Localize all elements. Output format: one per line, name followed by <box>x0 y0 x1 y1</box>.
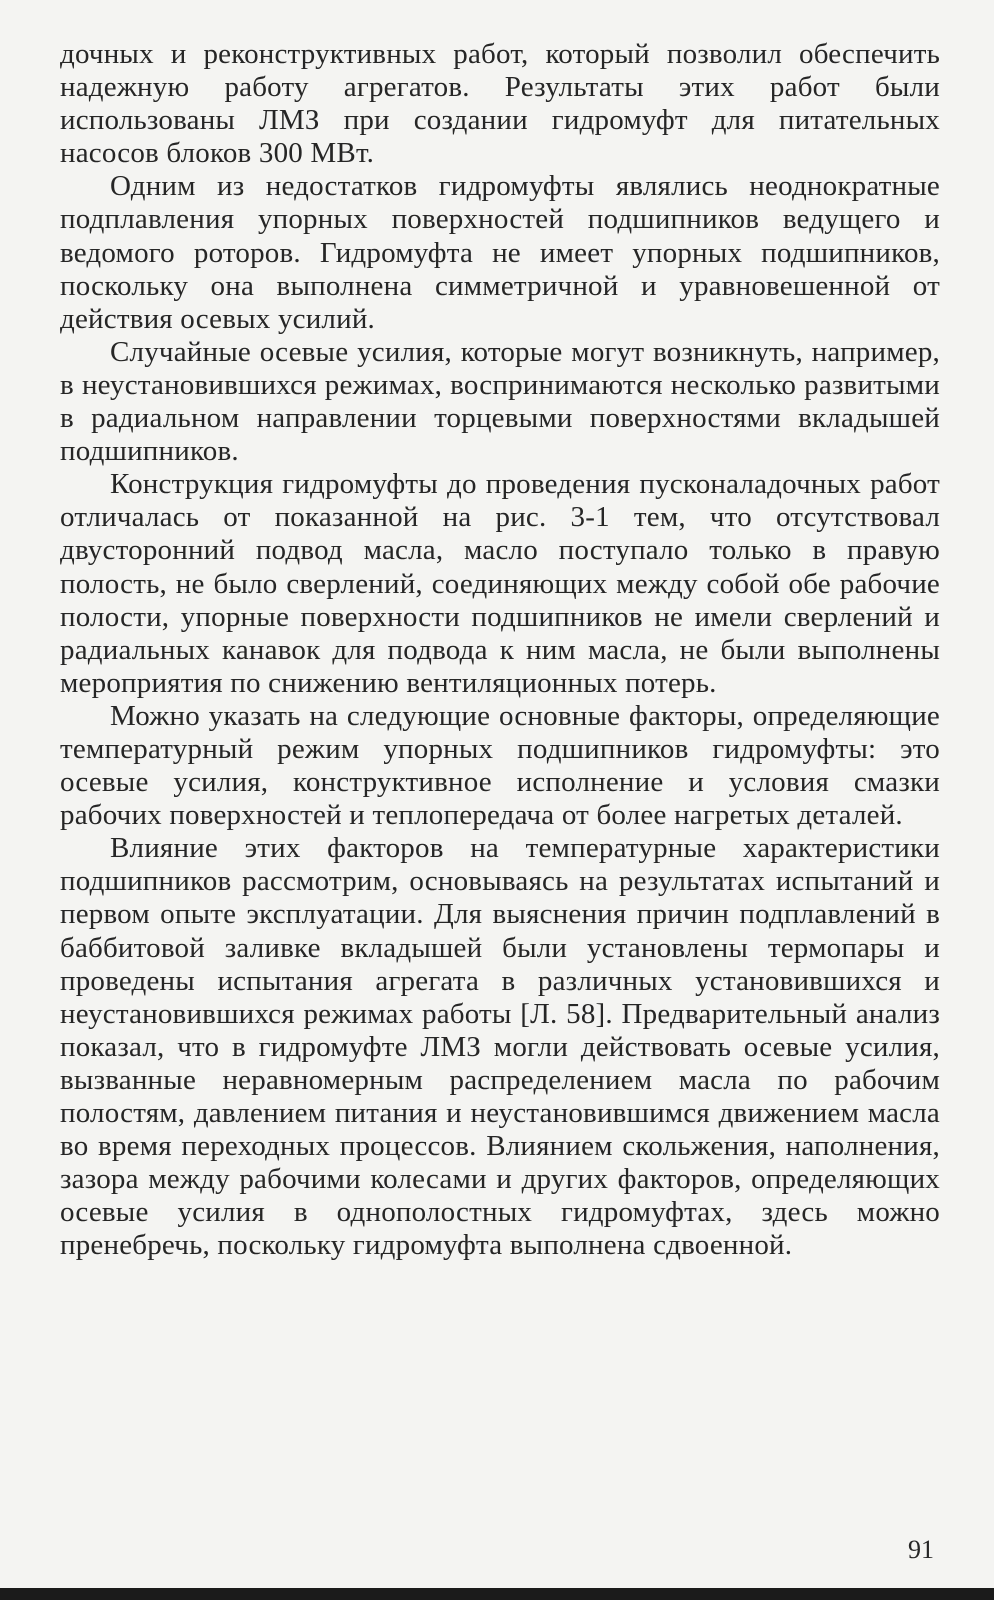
paragraph-main-factors: Можно указать на следующие основные факторы, определяющие температурный режим упорных подшипников гидромуфты: это осевые усилия, конструктивное исполнение и условия смазки рабочих поверхностей и теплопередача от более нагретых деталей. <box>60 699 940 832</box>
paragraph-continuation: дочных и реконструктивных работ, который позволил обеспечить надежную работу агрегатов. Результаты этих работ были использованы ЛМЗ при создании гидромуфт для питательных насосов блоков 300 МВт. <box>60 38 940 170</box>
paragraph-random-axial-forces: Случайные осевые усилия, которые могут возникнуть, например, в неустановившихся режимах, воспринимаются несколько развитыми в радиальном направлении торцевыми поверхностями вкладышей подшипников. <box>60 335 940 468</box>
paragraph-influence-of-factors: Влияние этих факторов на температурные характеристики подшипников рассмотрим, основываясь на результатах испытаний и первом опыте эксплуатации. Для выяснения причин подплавлений в баббитовой заливке вкладышей были установлены термопары и проведены испытания агрегата в различных установившихся и неустановившихся режимах работы [Л. 58]. Предварительный анализ показал, что в гидромуфте ЛМЗ могли действовать осевые усилия, вызванные неравномерным распределением масла по рабочим полостям, давлением питания и неустановившимся движением масла во время переходных процессов. Влиянием скольжения, наполнения, зазора между рабочими колесами и других факторов, определяющих осевые усилия в однополостных гидромуфтах, здесь можно пренебречь, поскольку гидромуфта выполнена сдвоенной. <box>60 832 940 1262</box>
paragraph-design-before-commissioning: Конструкция гидромуфты до проведения пусконаладочных работ отличалась от показанной на рис. 3-1 тем, что отсутствовал двусторонний подвод масла, масло поступало только в правую полость, не было сверлений, соединяющих между собой обе рабочие полости, упорные поверхности подшипников не имели сверлений и радиальных канавок для подвода к ним масла, не были выполнены мероприятия по снижению вентиляционных потерь. <box>60 468 940 699</box>
page-body <box>60 38 940 1262</box>
paragraph-thrust-surfaces: Одним из недостатков гидромуфты являлись неоднократные подплавления упорных поверхностей подшипников ведущего и ведомого роторов. Гидромуфта не имеет упорных подшипников, поскольку она выполнена симметричной и уравновешенной от действия осевых усилий. <box>60 170 940 335</box>
page-number: 91 <box>908 1535 934 1564</box>
bottom-edge-bar <box>0 1588 994 1600</box>
